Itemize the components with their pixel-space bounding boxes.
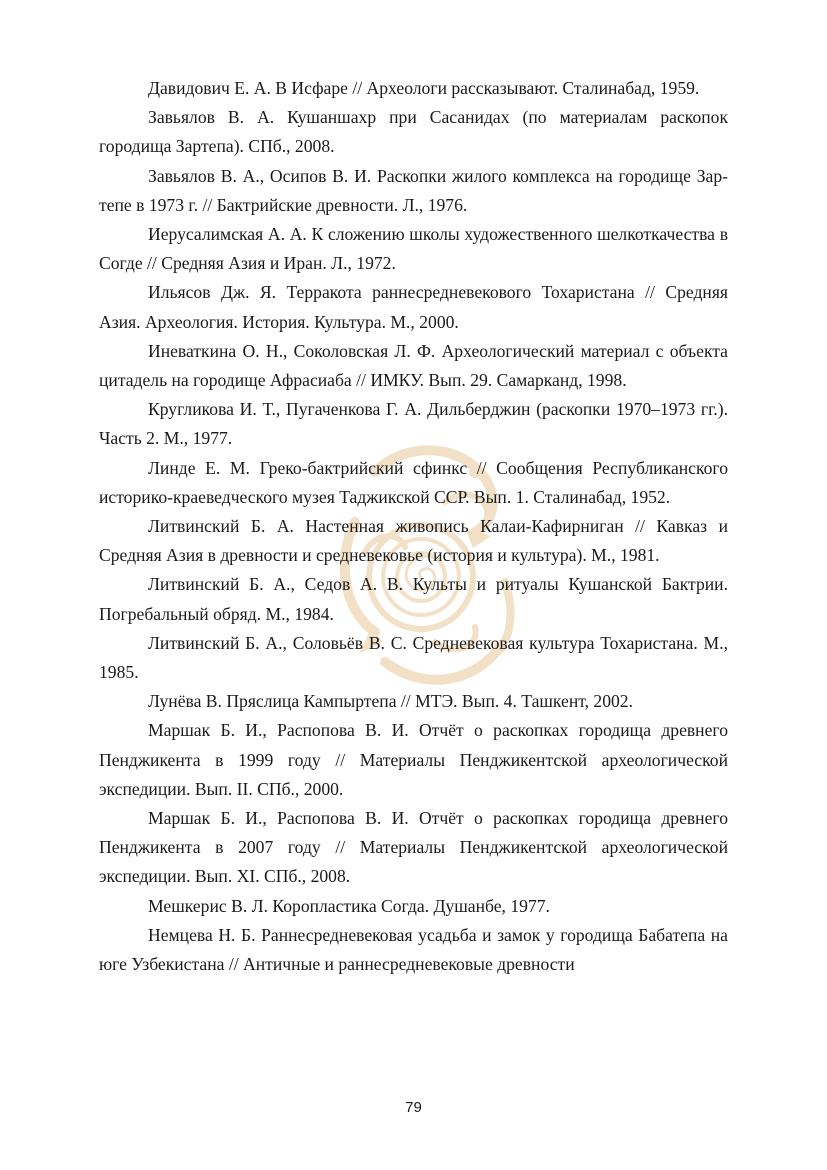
bibliography-entry: Литвинский Б. А., Седов А. В. Культы и ритуалы Кушанской Бактрии. Погребальный обряд. М., 1984. [99,574,728,624]
bibliography-entry: Завьялов В. А., Осипов В. И. Раскопки жилого комплекса на городище Зар-тепе в 1973 г. // Бактрийские древности. Л., 1976. [99,165,728,215]
bibliography-entry: Литвинский Б. А. Настенная живопись Калаи-Кафирниган // Кавказ и Средняя Азия в древности и средневековье (история и культура). М., 1981. [99,516,728,566]
bibliography-entry: Завьялов В. А. Кушаншахр при Сасанидах (по материалам раскопок городища Зартепа). СПб., 2008. [99,107,728,157]
page-number: 79 [405,1099,422,1116]
bibliography-entry: Давидович Е. А. В Исфаре // Археологи рассказывают. Сталинабад, 1959. [148,78,700,98]
bibliography-entry: Лунёва В. Пряслица Кампыртепа // МТЭ. Вып. 4. Ташкент, 2002. [148,691,634,712]
bibliography-entry: Маршак Б. И., Распопова В. И. Отчёт о раскопках городища древнего Пенджикента в 2007 году // Материалы Пенджикентской археологической экспедиции. Вып. XI. СПб., 2008. [99,808,728,887]
bibliography-list [99,74,728,979]
bibliography-entry: Немцева Н. Б. Раннесредневековая усадьба и замок у городища Бабатепа на юге Узбекистана // Античные и раннесредневековые древности [99,924,728,975]
bibliography-entry: Линде Е. М. Греко-бактрийский сфинкс // Сообщения Республиканского историко-краеведческого музея Таджикской ССР. Вып. 1. Сталинабад, 1952. [99,457,728,507]
bibliography-entry: Кругликова И. Т., Пугаченкова Г. А. Дильберджин (раскопки 1970–1973 гг.). Часть 2. М., 1977. [99,399,728,449]
bibliography-entry: Ильясов Дж. Я. Терракота раннесредневекового Тохаристана // Средняя Азия. Археология. История. Культура. М., 2000. [99,282,728,332]
bibliography-entry: Маршак Б. И., Распопова В. И. Отчёт о раскопках городища древнего Пенджикента в 1999 году // Материалы Пенджикентской археологической экспедиции. Вып. II. СПб., 2000. [99,720,728,799]
bibliography-entry: Литвинский Б. А., Соловьёв В. С. Средневековая культура Тохаристана. М., 1985. [99,632,728,683]
bibliography-entry: Иерусалимская А. А. К сложению школы художественного шелкоткачества в Согде // Средняя Азия и Иран. Л., 1972. [99,224,728,274]
bibliography-entry: Мешкерис В. Л. Коропластика Согда. Душанбе, 1977. [148,895,550,916]
bibliography-entry: Иневаткина О. Н., Соколовская Л. Ф. Археологический материал с объекта цитадель на городище Афрасиаба // ИМКУ. Вып. 29. Самарканд, 1998. [99,340,728,391]
